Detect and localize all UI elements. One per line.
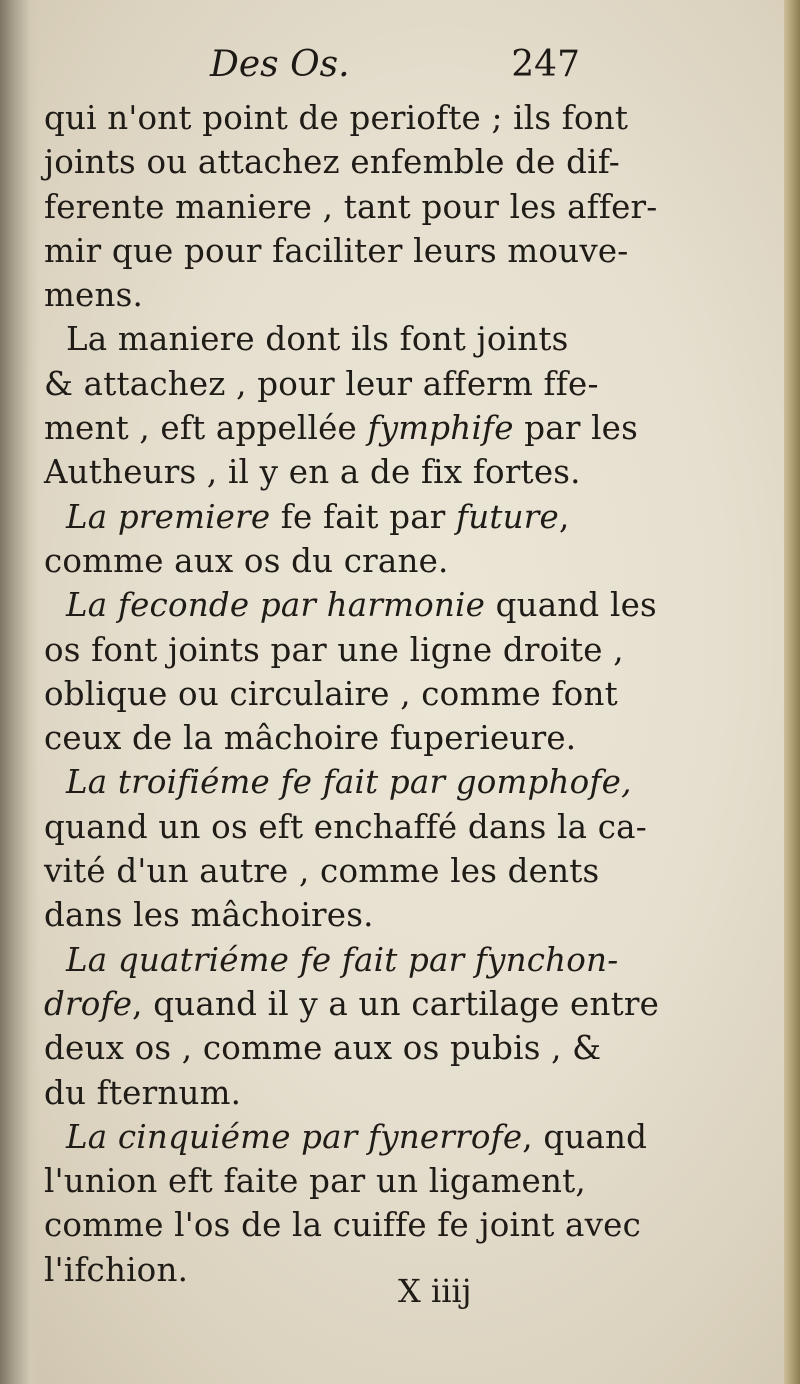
text-run: os font joints par une ligne droite , (44, 630, 624, 669)
text-line (44, 805, 647, 849)
text-run: mir que pour faciliter leurs mouve- (44, 231, 629, 270)
italic-term: drofe (44, 984, 133, 1023)
text-run: ceux de la mâchoire fuperieure. (44, 719, 577, 758)
text-line (44, 1026, 604, 1070)
text-line (44, 450, 604, 494)
text-line (44, 1071, 604, 1115)
running-title: Des Os. (210, 44, 350, 85)
page-edge (784, 0, 800, 1384)
text-line (44, 583, 657, 627)
text-line (44, 495, 604, 539)
text-line (44, 628, 624, 672)
text-run: l'ifchion. (44, 1250, 189, 1289)
text-line (44, 1159, 604, 1203)
italic-term: fymphife (367, 409, 514, 448)
text-line (44, 539, 604, 583)
text-line (44, 1115, 648, 1159)
text-line (44, 893, 604, 937)
text-run: & attachez , pour leur afferm ffe- (44, 364, 599, 403)
text-run: , quand (522, 1117, 648, 1156)
page-number: 247 (511, 44, 580, 85)
text-line (44, 185, 658, 229)
text-line (44, 982, 660, 1026)
text-run: ferente maniere , tant pour les affer- (44, 187, 658, 226)
text-line (44, 672, 618, 716)
italic-term: La feconde par harmonie (66, 586, 486, 625)
text-line (44, 362, 604, 406)
text-run: fe fait par (270, 497, 457, 536)
text-run: qui n'ont point de periofte ; ils font (44, 99, 629, 137)
text-run: La maniere dont ils font joints (66, 320, 569, 359)
signature-mark: X iiij (398, 1272, 472, 1310)
text-run: l'union eft faite par un ligament, (44, 1162, 586, 1201)
italic-term: La troifiéme fe fait par gomphofe, (66, 763, 632, 802)
text-line (44, 938, 619, 982)
italic-term: La cinquiéme par fynerrofe (66, 1117, 523, 1156)
text-run: vité d'un autre , comme les dents (44, 852, 600, 891)
text-run: mens. (44, 276, 143, 315)
text-line (44, 849, 604, 893)
text-run: quand un os eft enchaffé dans la ca- (44, 807, 647, 846)
text-run: , quand il y a un cartilage entre (132, 984, 660, 1023)
text-line (44, 229, 629, 273)
text-line (44, 760, 632, 804)
text-line (44, 406, 638, 450)
italic-term: future (456, 497, 559, 536)
text-run: joints ou attachez enfemble de dif- (44, 143, 620, 182)
text-run: comme aux os du crane. (44, 541, 449, 580)
text-run: dans les mâchoires. (44, 896, 374, 935)
text-run: , (558, 497, 570, 536)
italic-term: La premiere (66, 497, 271, 536)
body-text (44, 96, 660, 1292)
italic-term: La quatriéme fe fait par fynchon- (66, 940, 619, 979)
text-run: du fternum. (44, 1073, 242, 1112)
text-run: quand les (485, 586, 657, 625)
text-run: par les (513, 409, 638, 448)
text-run: Autheurs , il y en a de fix fortes. (44, 453, 581, 492)
text-line (44, 317, 604, 361)
text-run: ment , eft appellée (44, 409, 368, 448)
text-run: oblique ou circulaire , comme font (44, 674, 618, 713)
page-header (210, 40, 580, 90)
text-line (44, 96, 629, 140)
text-line (44, 140, 620, 184)
text-line (44, 273, 604, 317)
text-run: deux os , comme aux os pubis , & (44, 1029, 602, 1068)
text-run: comme l'os de la cuiffe fe joint avec (44, 1206, 642, 1245)
text-line (44, 1248, 604, 1292)
binding-gutter-shadow (0, 0, 40, 1384)
text-line (44, 1203, 642, 1247)
text-line (44, 716, 604, 760)
